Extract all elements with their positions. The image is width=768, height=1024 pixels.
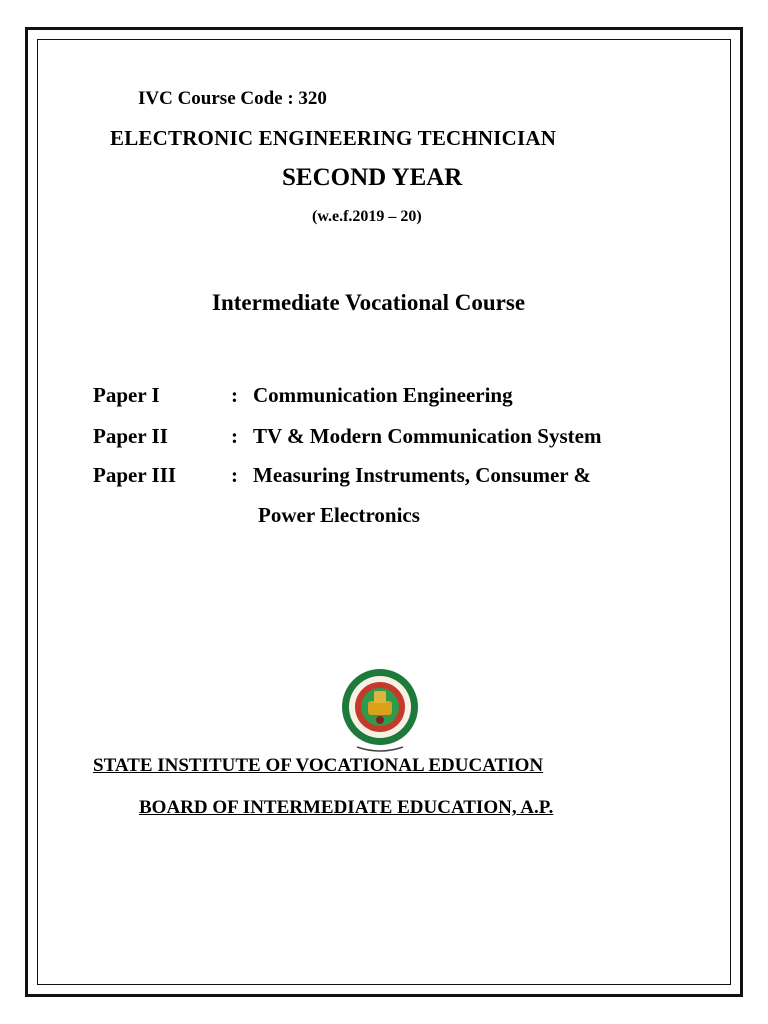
institute-name: STATE INSTITUTE OF VOCATIONAL EDUCATION [93, 755, 544, 776]
paper-row [93, 383, 513, 408]
paper-label: Paper III [93, 463, 177, 487]
course-type: Intermediate Vocational Course [212, 290, 526, 315]
emblem-center-vessel [368, 701, 392, 715]
course-code: IVC Course Code : 320 [138, 88, 327, 109]
paper-colon: : [231, 424, 238, 448]
paper-row [93, 424, 601, 449]
paper-label: Paper II [93, 424, 168, 448]
paper-row [93, 463, 591, 488]
emblem-center-wheel [376, 716, 384, 724]
government-emblem-icon [337, 667, 423, 753]
paper-title: Measuring Instruments, Consumer & [253, 463, 591, 487]
course-year: SECOND YEAR [282, 164, 463, 191]
effective-date: (w.e.f.2019 – 20) [312, 208, 422, 225]
emblem-motto-scroll [357, 747, 403, 751]
board-name: BOARD OF INTERMEDIATE EDUCATION, A.P. [139, 797, 554, 818]
paper-colon: : [231, 383, 238, 407]
emblem-center-lions [374, 691, 386, 703]
paper-label: Paper I [93, 383, 160, 407]
paper-colon: : [231, 463, 238, 487]
paper-title: Communication Engineering [253, 383, 513, 407]
course-title: ELECTRONIC ENGINEERING TECHNICIAN [110, 126, 557, 150]
paper-title: TV & Modern Communication System [253, 424, 602, 448]
paper-title-continued: Power Electronics [258, 503, 420, 527]
